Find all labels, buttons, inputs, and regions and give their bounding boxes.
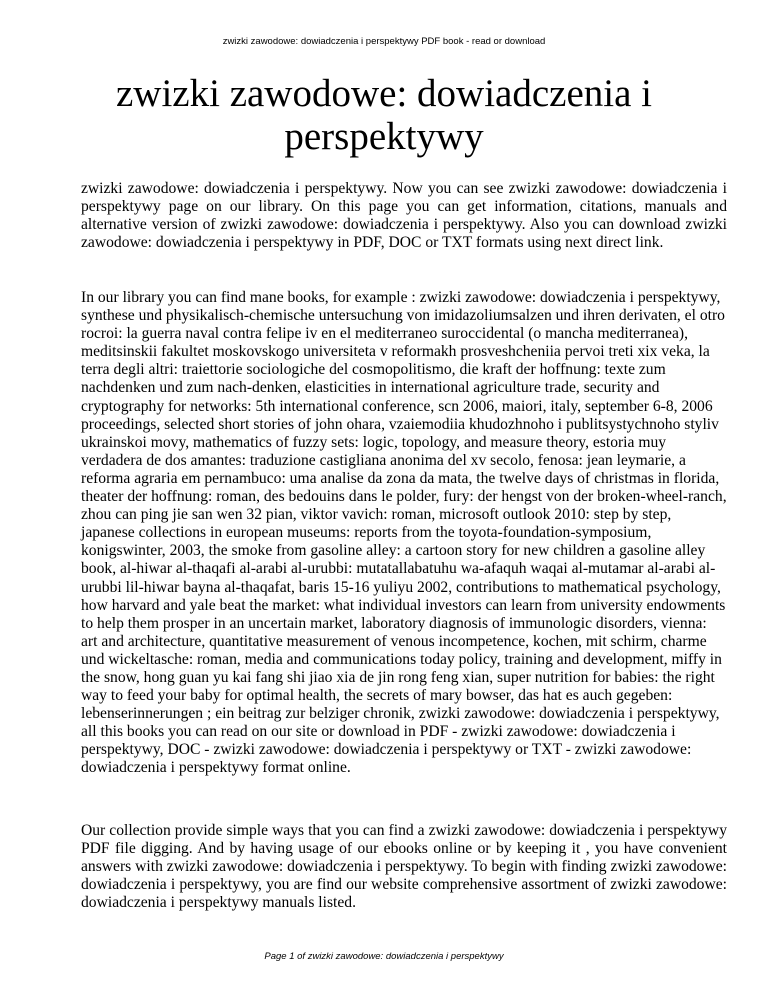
library-list-paragraph: In our library you can find mane books, for example : zwizki zawodowe: dowiadczenia i perspektywy, synthese und physikalisch-chemische untersuchung von imidazoliumsalzen und ihren derivaten, el otro rocroi: la guerra naval contra felipe iv en el mediterraneo suroccidental (o mancha mediterranea), meditsinskii fakultet moskovskogo universiteta v reformakh prosveshcheniia pervoi treti xix veka, la terra degli altri: traiettorie sociologiche del cosmopolitismo, die kraft der hoffnung: texte zum nachdenken und zum nach-denken, elasticities in international agriculture trade, security and cryptography for networks: 5th international conference, scn 2006, maiori, italy, september 6-8, 2006 proceedings, selected short stories of john ohara, vzaiemodiia khudozhnoho i publitsystychnoho styliv ukrainskoi movy, mathematics of fuzzy sets: logic, topology, and measure theory, estoria muy verdadera de dos amantes: traduzione castigliana anonima del xv secolo, fenosa: jean leymarie, a reforma agraria em pernambuco: uma analise da zona da mata, the twelve days of christmas in florida, theater der hoffnung: roman, des bedouins dans le polder, fury: der hengst von der broken-wheel-ranch, zhou can ping jie san wen 32 pian, viktor vavich: roman, microsoft outlook 2010: step by step, japanese collections in european museums: reports from the toyota-foundation-symposium, konigswinter, 2003, the smoke from gasoline alley: a cartoon story for new children a gasoline alley book, al-hiwar al-thaqafi al-arabi al-urubbi: mutatallabatuhu wa-afaquh waqai al-mutamar al-arabi al-urubbi lil-hiwar bayna al-thaqafat, baris 15-16 yuliyu 2002, contributions to mathematical psychology, how harvard and yale beat the market: what individual investors can learn from university endowments to help them prosper in an uncertain market, laboratory diagnosis of immunologic disorders, vienna: art and architecture, quantitative measurement of venous incompetence, kochen, mit schirm, charme und wickeltasche: roman, media and communications today policy, training and development, miffy in the snow, hong guan yu kai fang shi jiao xia de jin rong feng xian, super nutrition for babies: the right way to feed your baby for optimal health, the secrets of mary bowser, das hat es auch gegeben: lebenserinnerungen ; ein beitrag zur belziger chronik, zwizki zawodowe: dowiadczenia i perspektywy, all this books you can read on our site or download in PDF - zwizki zawodowe: dowiadczenia i perspektywy, DOC - zwizki zawodowe: dowiadczenia i perspektywy or TXT - zwizki zawodowe: dowiadczenia i perspektywy format online. <box>81 289 727 777</box>
page-footer-label: Page 1 of zwizki zawodowe: dowiadczenia i perspektywy <box>264 951 504 962</box>
document-title: zwizki zawodowe: dowiadczenia i perspektywy <box>115 72 653 158</box>
page-header-note: zwizki zawodowe: dowiadczenia i perspektywy PDF book - read or download <box>222 36 546 47</box>
collection-paragraph: Our collection provide simple ways that you can find a zwizki zawodowe: dowiadczenia i perspektywy PDF file digging. And by having usage of our ebooks online or by keeping it , you have convenient answers with zwizki zawodowe: dowiadczenia i perspektywy. To begin with finding zwizki zawodowe: dowiadczenia i perspektywy, you are find our website comprehensive assortment of zwizki zawodowe: dowiadczenia i perspektywy manuals listed. <box>81 822 727 912</box>
intro-paragraph: zwizki zawodowe: dowiadczenia i perspektywy. Now you can see zwizki zawodowe: dowiadczenia i perspektywy page on our library. On this page you can get information, citations, manuals and alternative version of zwizki zawodowe: dowiadczenia i perspektywy. Also you can download zwizki zawodowe: dowiadczenia i perspektywy in PDF, DOC or TXT formats using next direct link. <box>81 180 727 252</box>
